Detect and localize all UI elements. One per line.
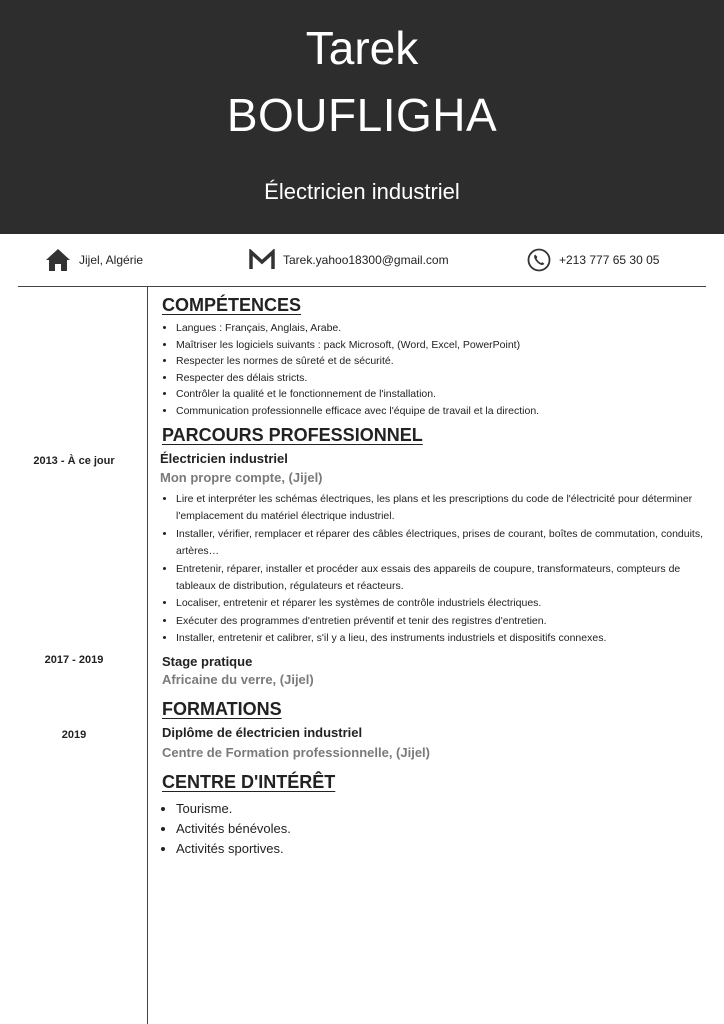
horizontal-divider: [18, 286, 706, 287]
job-date: 2017 - 2019: [44, 654, 104, 666]
list-item: • Activités sportives.: [176, 839, 716, 859]
timeline-divider: [147, 286, 148, 1024]
phone-icon: [527, 248, 551, 272]
job-title-entry: Électricien industriel: [160, 451, 288, 466]
phone-text[interactable]: +213 777 65 30 05: [559, 253, 660, 267]
list-item: • Lire et interpréter les schémas électriques, les plans et les prescriptions du code de l'électricité pour déterminer l'emplacement du matériel électrique industriel.: [176, 491, 716, 526]
skills-list: [162, 320, 716, 419]
contact-email: [249, 244, 449, 276]
interests-list: [162, 799, 716, 859]
mail-icon: [249, 249, 275, 271]
list-item: • Respecter les normes de sûreté et de sécurité.: [176, 353, 716, 370]
home-icon: [45, 247, 71, 273]
job-title-entry: Stage pratique: [162, 654, 253, 669]
list-item: • Installer, entretenir et calibrer, s'il y a lieu, des instruments industriels et dispositifs connexes.: [176, 630, 716, 647]
list-item: • Activités bénévoles.: [176, 819, 716, 839]
list-item: • Respecter des délais stricts.: [176, 370, 716, 387]
job-company: Mon propre compte, (Jijel): [160, 470, 323, 485]
list-item: • Communication professionnelle efficace avec l'équipe de travail et la direction.: [176, 403, 716, 420]
education-title: FORMATIONS: [162, 699, 282, 719]
list-item: • Entretenir, réparer, installer et procéder aux essais des appareils de coupure, transformateurs, compteurs de tableaux de distribution, régulateurs et réacteurs.: [176, 561, 716, 596]
last-name: BOUFLIGHA: [226, 89, 498, 141]
list-item: • Langues : Français, Anglais, Arabe.: [176, 320, 716, 337]
list-item: • Exécuter des programmes d'entretien préventif et tenir des registres d'entretien.: [176, 613, 716, 630]
job-date: 2013 - À ce jour: [33, 455, 115, 467]
skills-title: COMPÉTENCES: [162, 295, 302, 315]
contact-location: [45, 244, 143, 276]
interests-title: CENTRE D'INTÉRÊT: [162, 772, 336, 792]
resume-header: [0, 0, 724, 234]
job-company: Africaine du verre, (Jijel): [162, 672, 314, 687]
first-name: Tarek: [305, 22, 419, 74]
list-item: • Localiser, entretenir et réparer les systèmes de contrôle industriels électriques.: [176, 595, 716, 612]
job-tasks-list: [162, 491, 716, 648]
list-item: • Tourisme.: [176, 799, 716, 819]
email-text[interactable]: Tarek.yahoo18300@gmail.com: [283, 253, 449, 267]
education-school: Centre de Formation professionnelle, (Jijel): [162, 745, 430, 760]
list-item: • Installer, vérifier, remplacer et réparer des câbles électriques, prises de courant, boîtes de commutation, conduits, artères…: [176, 526, 716, 561]
job-title: Électricien industriel: [264, 179, 460, 204]
contact-phone: [527, 244, 659, 276]
list-item: • Contrôler la qualité et le fonctionnement de l'installation.: [176, 386, 716, 403]
list-item: • Maîtriser les logiciels suivants : pack Microsoft, (Word, Excel, PowerPoint): [176, 337, 716, 354]
experience-title: PARCOURS PROFESSIONNEL: [162, 425, 423, 445]
location-text: Jijel, Algérie: [79, 253, 144, 267]
education-degree: Diplôme de électricien industriel: [162, 725, 363, 740]
education-date: 2019: [61, 729, 87, 741]
